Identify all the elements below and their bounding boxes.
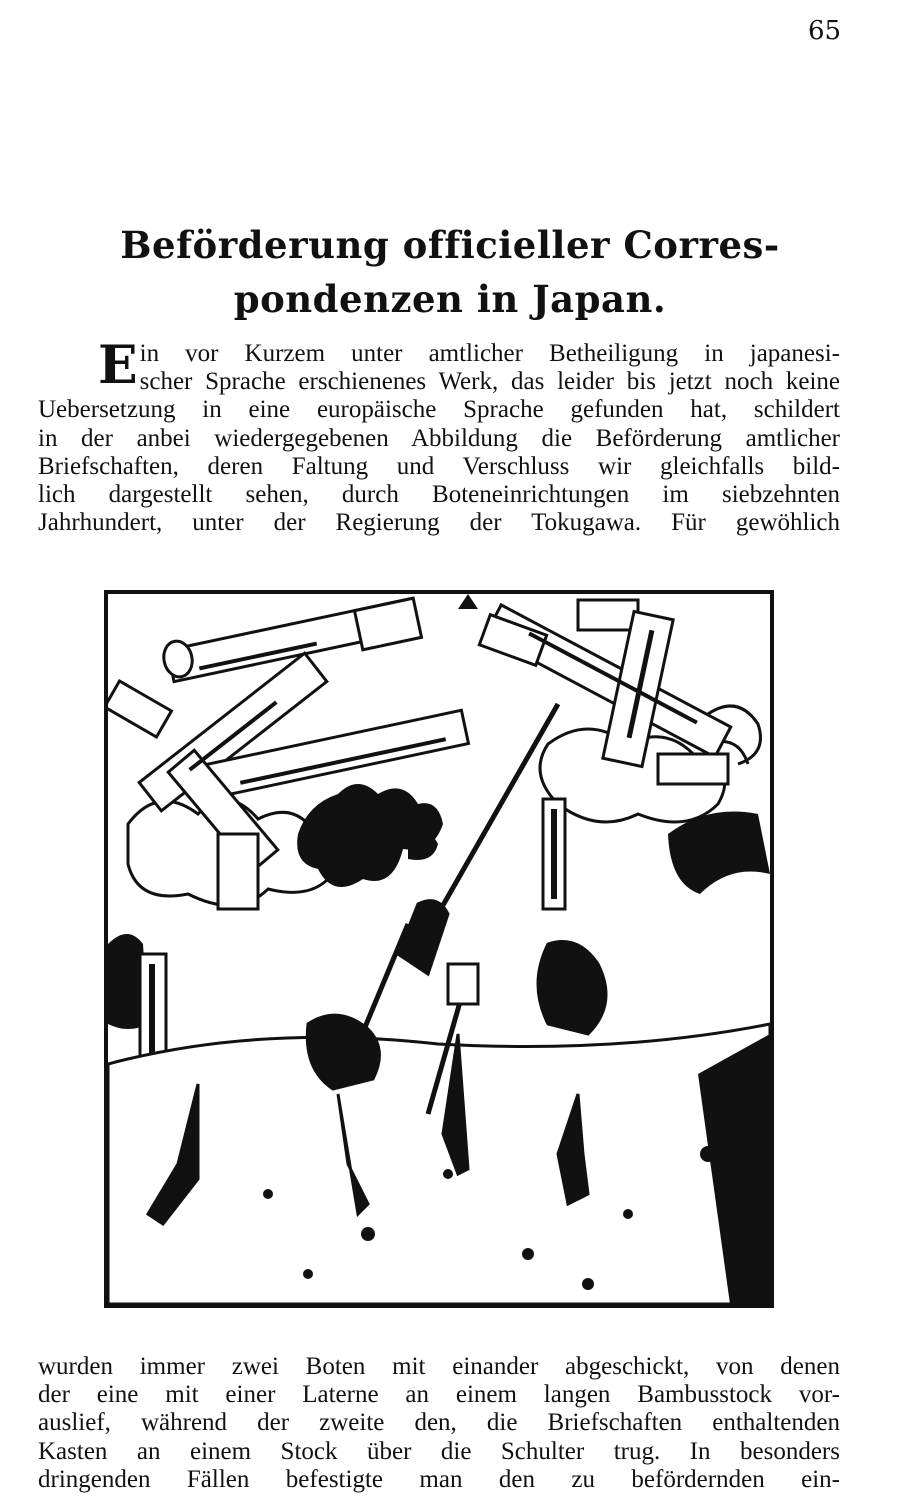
woodcut-illustration — [104, 590, 774, 1308]
paragraph-line: scher Sprache erschienenes Werk, das leider bis jetzt noch keine — [139, 368, 840, 396]
paragraph-1 — [38, 335, 840, 537]
article-title — [80, 218, 820, 326]
paragraph-line: der eine mit einer Laterne an einem langen Bambusstock vor- — [38, 1381, 840, 1409]
paragraph-line: in vor Kurzem unter amtlicher Betheiligung in japanesi- — [139, 340, 840, 367]
paragraph-line: in der anbei wiedergegebenen Abbildung die Beförderung amtlicher — [38, 424, 840, 452]
title-line-1: Beförderung officieller Corres- — [120, 223, 780, 267]
paragraph-line: Briefschaften, deren Faltung und Verschluss wir gleichfalls bild- — [38, 452, 840, 480]
paragraph-line: Jahrhundert, unter der Regierung der Tokugawa. Für gewöhlich — [38, 509, 840, 537]
paragraph-line: auslief, während der zweite den, die Briefschaften enthaltenden — [38, 1409, 840, 1437]
title-line-2: pondenzen in Japan. — [233, 277, 667, 321]
paragraph-line: Uebersetzung in eine europäische Sprache gefunden hat, schildert — [38, 396, 840, 424]
illustration-drawing — [108, 594, 770, 1304]
paragraph-2 — [38, 1353, 840, 1494]
paragraph-line: wurden immer zwei Boten mit einander abgeschickt, von denen — [38, 1353, 840, 1380]
paragraph-line: lich dargestellt sehen, durch Boteneinrichtungen im siebzehnten — [38, 481, 840, 509]
paragraph-line: Kasten an einem Stock über die Schulter trug. In besonders — [38, 1437, 840, 1465]
page-number: 65 — [808, 16, 842, 46]
drop-cap: E — [98, 335, 138, 396]
paragraph-line: dringenden Fällen befestigte man den zu befördernden ein- — [38, 1465, 840, 1493]
